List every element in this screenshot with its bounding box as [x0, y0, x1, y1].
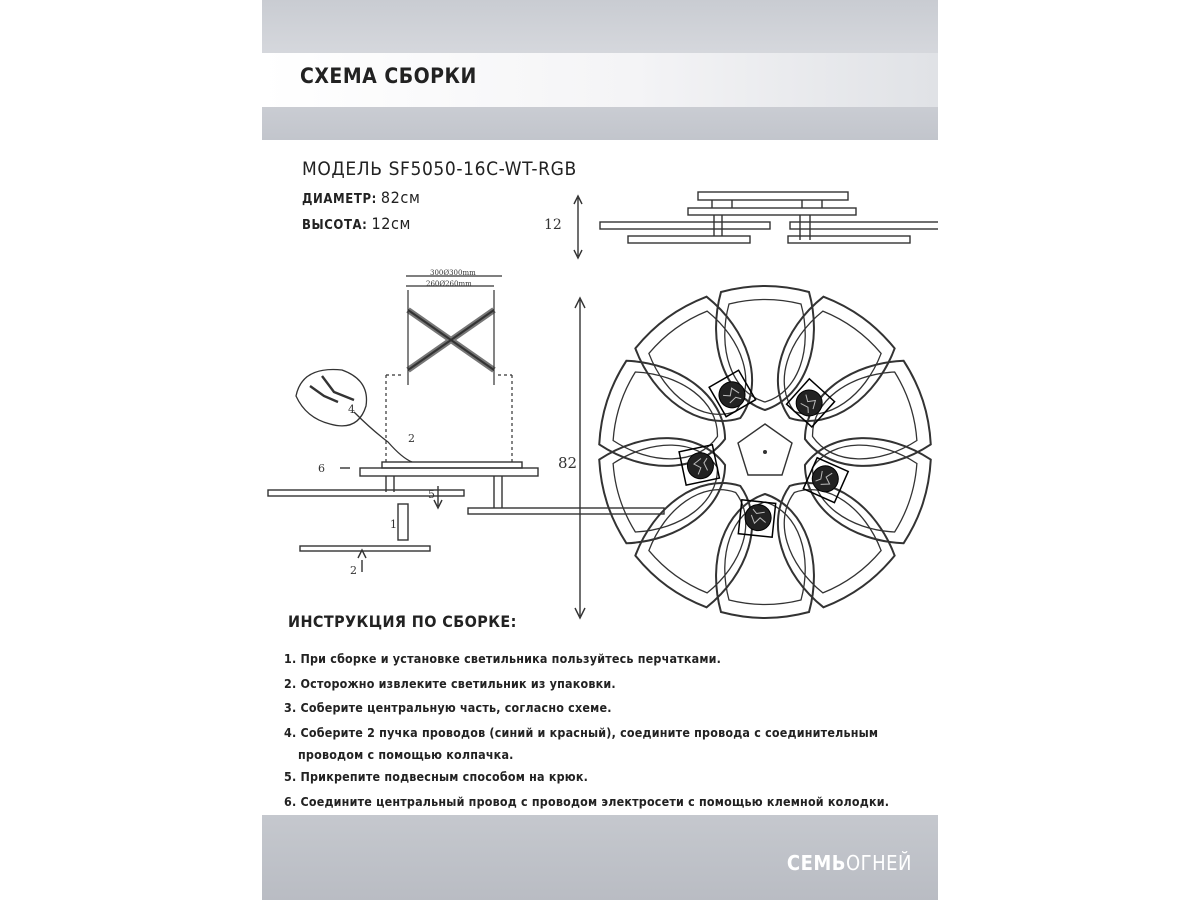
step-2: 2. Осторожно извлеките светильник из упаковки. [284, 676, 616, 691]
center-pentagon [738, 424, 792, 475]
model-code: SF5050-16C-WT-RGB [388, 158, 577, 180]
height-label: ВЫСОТА: [302, 218, 368, 233]
brand-logo [787, 851, 912, 875]
page-title: СХЕМА СБОРКИ [300, 64, 477, 88]
callout-1: 1 [390, 518, 397, 531]
callout-5: 5 [428, 488, 435, 501]
step-4-text: 4. Соберите 2 пучка проводов (синий и красный), соедините провода с соединительным [284, 725, 879, 740]
bracket-inner-size: 260Ø260mm [426, 280, 472, 288]
step-4-continued: проводом с помощью колпачка. [298, 747, 514, 762]
step-1: 1. При сборке и установке светильника пользуйтесь перчатками. [284, 651, 722, 666]
bracket-outer-size: 300Ø300mm [430, 269, 476, 277]
footer-band [262, 815, 938, 900]
callout-4: 4 [348, 403, 355, 416]
header-band [262, 0, 938, 140]
step-6: 6. Соедините центральный провод с проводом электросети с помощью клемной колодки. [284, 794, 890, 809]
mount-bracket [386, 269, 512, 465]
step-4 [284, 725, 878, 762]
brand-part-1: СЕМЬ [786, 851, 846, 875]
side-height-label: 12 [544, 217, 562, 233]
assembly-diagram [262, 180, 938, 620]
top-view [592, 286, 938, 618]
side-view [544, 192, 938, 258]
exploded-assembly [268, 462, 664, 572]
callout-2a: 2 [408, 432, 415, 445]
step-3: 3. Соберите центральную часть, согласно схеме. [284, 700, 612, 715]
step-5: 5. Прикрепите подвесным способом на крюк. [284, 769, 589, 784]
diameter-dimension [558, 298, 585, 618]
model-label: МОДЕЛЬ [302, 158, 383, 180]
diameter-value: 82см [380, 188, 421, 207]
brand-part-2: ОГНЕЙ [846, 851, 912, 875]
instruction-sheet [262, 0, 938, 900]
callout-6: 6 [318, 462, 325, 475]
callout-2b: 2 [350, 564, 357, 577]
diameter-dimension-label: 82 [558, 454, 578, 472]
height-value: 12см [371, 214, 411, 233]
diameter-label: ДИАМЕТР: [302, 192, 377, 207]
instructions-title: ИНСТРУКЦИЯ ПО СБОРКЕ: [288, 612, 517, 631]
model-line [302, 158, 577, 180]
